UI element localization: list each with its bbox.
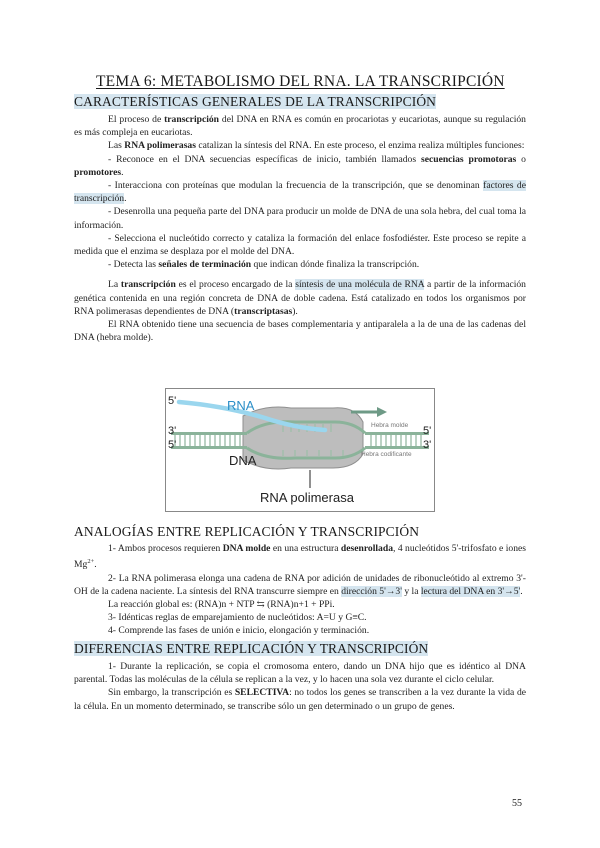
section-body-analogias bbox=[74, 542, 526, 638]
paragraph: La transcripción es el proceso encargado de la síntesis de una molécula de RNA a partir de la información genética contenida en una región concreta de DNA de doble cadena. Está catalizado en todos los organismos por RNA polimerasas dependientes de DNA (transcriptasas). bbox=[74, 279, 526, 317]
page-number: 55 bbox=[512, 798, 522, 809]
list-item: - Selecciona el nucleótido correcto y cataliza la formación del enlace fosfodiéster. Este proceso se repite a medida que el enzima se desplaza por el molde del DNA. bbox=[74, 232, 526, 258]
dna-strand-bottom-right bbox=[365, 446, 429, 449]
section-body-diferencias bbox=[74, 660, 526, 713]
section-heading-diferencias bbox=[74, 641, 534, 657]
list-item: 1- Ambos procesos requieren DNA molde en una estructura desenrollada, 4 nucleótidos 5'-trifosfato e iones $Mg^{2+}$. bbox=[74, 543, 526, 571]
dna-strand-top-right bbox=[365, 432, 429, 435]
list-item: 2- La RNA polimerasa elonga una cadena de RNA por adición de unidades de ribonucleótido al extremo 3'-OH de la cadena naciente. La síntesis del RNA transcurre siempre en dirección 5'→3' y la lectura del DNA en 3'→5'. bbox=[74, 572, 526, 597]
section-heading-text: CARACTERÍSTICAS GENERALES DE LA TRANSCRIPCIÓN bbox=[74, 94, 437, 109]
label-rna-polimerasa: RNA polimerasa bbox=[260, 490, 354, 505]
label-rna: RNA bbox=[227, 398, 255, 413]
label-5-left: 5' bbox=[168, 439, 177, 451]
paragraph: El RNA obtenido tiene una secuencia de bases complementaria y antiparalela a la de una de las cadenas del DNA (hebra molde). bbox=[74, 319, 526, 344]
label-dna: DNA bbox=[229, 453, 257, 468]
page-title: TEMA 6: METABOLISMO DEL RNA. LA TRANSCRIPCIÓN bbox=[96, 73, 505, 90]
dna-strand-bottom-left bbox=[171, 446, 247, 449]
transcription-figure bbox=[165, 388, 435, 512]
label-hebra-molde: Hebra molde bbox=[371, 422, 409, 429]
paragraph: 1- Durante la replicación, se copia el cromosoma entero, dando un DNA hijo que es idéntico al DNA parental. Todas las moléculas de la célula se replican a la vez, y lo hacen una sola vez durante el ciclo celular. bbox=[74, 661, 526, 686]
list-item: 4- Comprende las fases de unión e inicio, elongación y terminación. bbox=[108, 625, 370, 637]
list-item: - Detecta las señales de terminación que indican dónde finaliza la transcripción. bbox=[108, 259, 420, 271]
section-body-caracteristicas bbox=[74, 113, 526, 344]
label-3-left: 3' bbox=[168, 425, 177, 437]
paragraph: Las RNA polimerasas catalizan la síntesis del RNA. En este proceso, el enzima realiza múltiples funciones: bbox=[108, 140, 525, 152]
section-heading-text: DIFERENCIAS ENTRE REPLICACIÓN Y TRANSCRIPCIÓN bbox=[74, 641, 429, 656]
list-item: 3- Idénticas reglas de emparejamiento de nucleótidos: A=U y G≡C. bbox=[108, 612, 367, 624]
list-item: - Interacciona con proteínas que modulan la frecuencia de la transcripción, que se denominan factores de transcripción. bbox=[74, 180, 526, 205]
label-3-right: 3' bbox=[423, 439, 432, 451]
paragraph: El proceso de transcripción del DNA en RNA es común en procariotas y eucariotas, aunque su regulación es más compleja en eucariotas. bbox=[74, 114, 526, 139]
transcription-diagram bbox=[165, 388, 435, 512]
label-hebra-codificante: Hebra codificante bbox=[361, 451, 412, 458]
label-5-top: 5' bbox=[168, 395, 177, 407]
list-item: - Desenrolla una pequeña parte del DNA para producir un molde de DNA de una sola hebra, del cual toma la información. bbox=[74, 206, 526, 231]
section-heading-caracteristicas bbox=[74, 94, 534, 110]
list-item: - Reconoce en el DNA secuencias específicas de inicio, también llamados secuencias promotoras o promotores. bbox=[74, 153, 526, 178]
label-5-right: 5' bbox=[423, 425, 432, 437]
section-heading-analogias bbox=[74, 524, 534, 540]
section-heading-text: ANALOGÍAS ENTRE REPLICACIÓN Y TRANSCRIPCIÓN bbox=[74, 524, 420, 539]
list-item: La reacción global es: (RNA)n + NTP ⇆ (RNA)n+1 + PPi. bbox=[108, 599, 335, 610]
dna-strand-top-left bbox=[171, 432, 247, 435]
paragraph: Sin embargo, la transcripción es SELECTIVA: no todos los genes se transcriben a la vez durante la vida de la célula. En un momento determinado, se transcribe sólo un gen determinado o un grupo de genes. bbox=[74, 687, 526, 712]
